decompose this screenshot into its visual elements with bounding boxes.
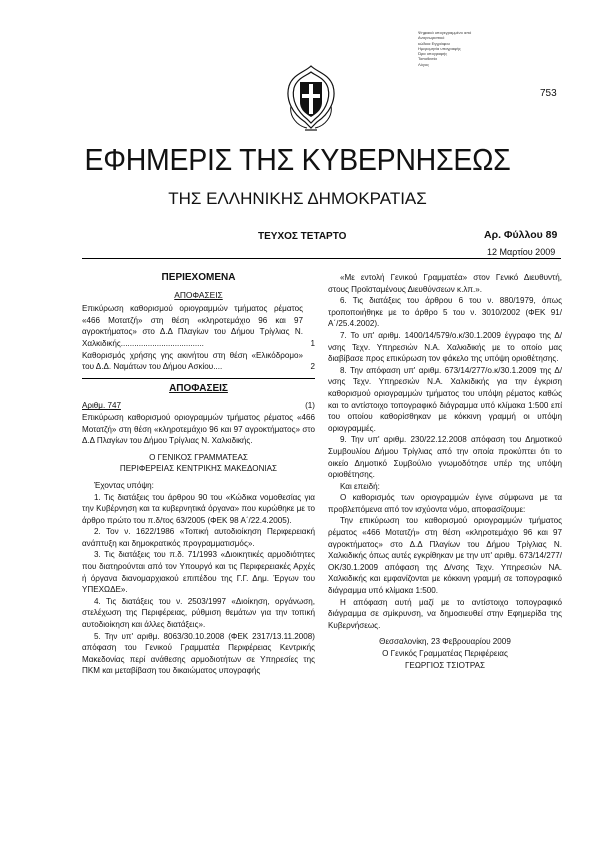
- sheet-number: Αρ. Φύλλου 89: [484, 229, 558, 241]
- toc-entry-number: 2: [310, 362, 315, 372]
- right-column: [328, 272, 562, 671]
- paragraph: 9. Την υπ' αριθμ. 230/22.12.2008 απόφαση του Δημοτικού Συμβουλίου Δήμου Τρίγλιας από την οποία προκύπτει ότι το οικείο Δημοτικό Συμβούλιο γνωμοδότησε υπέρ της υπόψη οριοθέτησης.: [328, 435, 562, 480]
- paragraph: Και επειδή:: [340, 481, 380, 491]
- paragraph: 6. Τις διατάξεις του άρθρου 6 του ν. 880/1979, όπως τροποποιήθηκε με το άρθρο 5 του ν. 3010/2002 (ΦΕΚ 91/Α΄/25.4.2002).: [328, 296, 562, 329]
- signature-line: Ημερομηνία υπογραφής: [418, 45, 461, 51]
- gazette-subtitle: ΤΗΣ ΕΛΛΗΝΙΚΗΣ ΔΗΜΟΚΡΑΤΙΑΣ: [168, 189, 427, 208]
- decision-summary: Επικύρωση καθορισμού οριογραμμών τμήματος ρέματος «466 Μοτατζή» στη θέση «κληροτεμάχιο 96 και 97 αγροκτήματος» στο Δ.Δ Πλαγίων του Δήμου Τρίγλιας Ν. Χαλκιδικής.: [82, 412, 315, 446]
- decisions-heading: ΑΠΟΦΑΣΕΙΣ: [169, 382, 228, 394]
- decision-number: Αριθμ. 747: [82, 401, 121, 411]
- paragraph: «Με εντολή Γενικού Γραμματέα» στον Γενικό Διευθυντή, στους Προϊσταμένους Διευθύνσεων κ.λπ.».: [328, 273, 562, 294]
- paragraph: Την επικύρωση του καθορισμού οριογραμμών τμήματος ρέματος «466 Μοτατζή» στη θέση «κληροτεμάχιο 96 και 97 αγροκτήματος» στο Δ.Δ Πλαγίων του Δήμου Τρίγλιας Ν. Χαλκιδικής όπως αυτές εγκρίθηκαν με την υπ' αριθμ. 673/14/277/ΟΚ/30.1.2009 απόφαση της Δ/νσης Τεχν. Υπηρεσιών ΝΑ. Χαλκιδικής και εμφανίζονται με κόκκινη γραμμή σε τοπογραφικό διάγραμμα υπό κλίμακα 1:500.: [328, 516, 562, 596]
- issue-type: ΤΕΥΧΟΣ ΤΕΤΑΡΤΟ: [258, 231, 347, 242]
- authority-line: Ο ΓΕΝΙΚΟΣ ΓΡΑΜΜΑΤΕΑΣ: [149, 452, 248, 462]
- signer-name: ΓΕΩΡΓΙΟΣ ΤΣΙΟΤΡΑΣ: [404, 660, 486, 670]
- toc-subheading: ΑΠΟΦΑΣΕΙΣ: [174, 289, 223, 300]
- place-date: Θεσσαλονίκη, 23 Φεβρουαρίου 2009: [379, 637, 511, 647]
- paragraph: 2. Τον ν. 1622/1986 «Τοπική αυτοδιοίκηση Περιφερειακή ανάπτυξη και δημοκρατικός προγραμματισμός».: [82, 527, 315, 548]
- section-divider: [82, 378, 315, 379]
- toc-entry[interactable]: [82, 350, 315, 373]
- paragraph: Ο καθορισμός των οριογραμμών έγινε σύμφωνα με τα προβλεπόμενα από τον ισχύοντα νόμο, αποφασίζουμε:: [328, 493, 562, 514]
- decision-ref: (1): [305, 401, 315, 411]
- signature-line: Ώρα υπογραφής: [418, 51, 448, 57]
- paragraph: 7. Το υπ' αριθμ. 1400/14/579/ο.κ/30.1.2009 έγγραφο της Δ/νσης Τεχν. Υπηρεσιών Ν.Α. Χαλκιδικής με το οποίο μας διαβίβασε προς επικύρωση τον φάκελο της υπόψη οριοθέτησης.: [328, 330, 562, 364]
- decision-number-row: [82, 400, 315, 412]
- authority-line: ΠΕΡΙΦΕΡΕΙΑΣ ΚΕΝΤΡΙΚΗΣ ΜΑΚΕΔΟΝΙΑΣ: [119, 464, 278, 474]
- paragraph: 8. Την απόφαση υπ' αριθμ. 673/14/277/ο.κ/30.1.2009 της Δ/νσης Τεχν. Υπηρεσιών Ν.Α. Χαλκιδικής για την έγκριση καθορισμού οριογραμμών τμήματος του υπόψη ρέματος καθώς και το αντίστοιχο τοπογραφικό διάγραμμα υπό κλίμακα 1:500 επί του οποίου καθορίσθηκαν με κόκκινη γραμμή οι υπόψη οριογραμμές.: [328, 365, 562, 433]
- coat-of-arms-icon: [283, 62, 339, 134]
- having-regard: Έχοντας υπόψη:: [94, 480, 154, 490]
- issue-date: 12 Μαρτίου 2009: [487, 247, 556, 257]
- masthead-rule: [82, 258, 561, 259]
- page-number: 753: [540, 88, 557, 99]
- paragraph: 4. Τις διατάξεις του ν. 2503/1997 «Διοίκηση, οργάνωση, στελέχωση της Περιφέρειας, ρύθμιση θεμάτων για την τοπική αυτοδιοίκηση και άλλες διατάξεις».: [82, 596, 315, 630]
- toc-entry-text: Επικύρωση καθορισμού οριογραμμών τμήματος ρέματος «466 Μοτατζή» στη θέση «κληροτεμάχιο 96 και 97 αγροκτήματος» στο Δ.Δ Πλαγίων του Δήμου Τρίγλιας Ν. Χαλκιδικής.....................................: [82, 304, 303, 348]
- signer-title: Ο Γενικός Γραμματέας Περιφέρειας: [382, 649, 508, 658]
- toc-heading: ΠΕΡΙΕΧΟΜΕΝΑ: [161, 272, 236, 283]
- paragraph: 3. Τις διατάξεις του π.δ. 71/1993 «Διοικητικές αρμοδιότητες που διατηρούνται από τον Υπουργό και τις Περιφερειακές Αρχές ή όργανα διανομαρχιακού επιπέδου της Γ.Γ. Δημ. Έργων του ΥΠΕΧΩΔΕ».: [82, 550, 315, 595]
- signature-line: Τοποθεσία: [418, 56, 437, 62]
- signature-line: Αναγνωριστικό: [418, 35, 445, 41]
- paragraph: Η απόφαση αυτή μαζί με το αντίστοιχο τοπογραφικό διάγραμμα σε σμίκρυνση, να δημοσιευθεί στην Εφημερίδα της Κυβερνήσεως.: [328, 597, 562, 630]
- toc-entry-text: Καθορισμός χρήσης γης ακινήτου στη θέση «Ελικόδρομο» του Δ.Δ. Ναμάτων του Δήμου Ασκίου....: [82, 350, 303, 372]
- signature-line: Ψηφιακά υπογεγραμμένο από: [418, 30, 472, 35]
- signature-line: κώδικα Εγγράφου: [418, 40, 450, 46]
- toc-entry-number: 1: [310, 338, 315, 348]
- paragraph: 5. Την υπ' αριθμ. 8063/30.10.2008 (ΦΕΚ 2317/13.11.2008) απόφαση του Γενικού Γραμματέα Περιφέρειας Κεντρικής Μακεδονίας περί ανάθεσης αρμοδιοτήτων σε Υπηρεσίες της ΠΚΜ και μεταβίβαση του δικαιώματος υπογραφής: [82, 631, 315, 676]
- gazette-title: ΕΦΗΜΕΡΙΣ ΤΗΣ ΚΥΒΕΡΝΗΣΕΩΣ: [84, 142, 511, 177]
- signature-line: Λόγος: [418, 61, 430, 67]
- toc-entry[interactable]: [82, 303, 315, 349]
- paragraph: 1. Τις διατάξεις του άρθρου 90 του «Κώδικα νομοθεσίας για την Κυβέρνηση και τα κυβερνητικά όργανα» που κυρώθηκε με το άρθρο πρώτο του π.δ/τος 63/2005 (ΦΕΚ 98 Α΄/22.4.2005).: [82, 492, 315, 525]
- left-column: [82, 272, 315, 677]
- digital-signature-block: [418, 30, 486, 67]
